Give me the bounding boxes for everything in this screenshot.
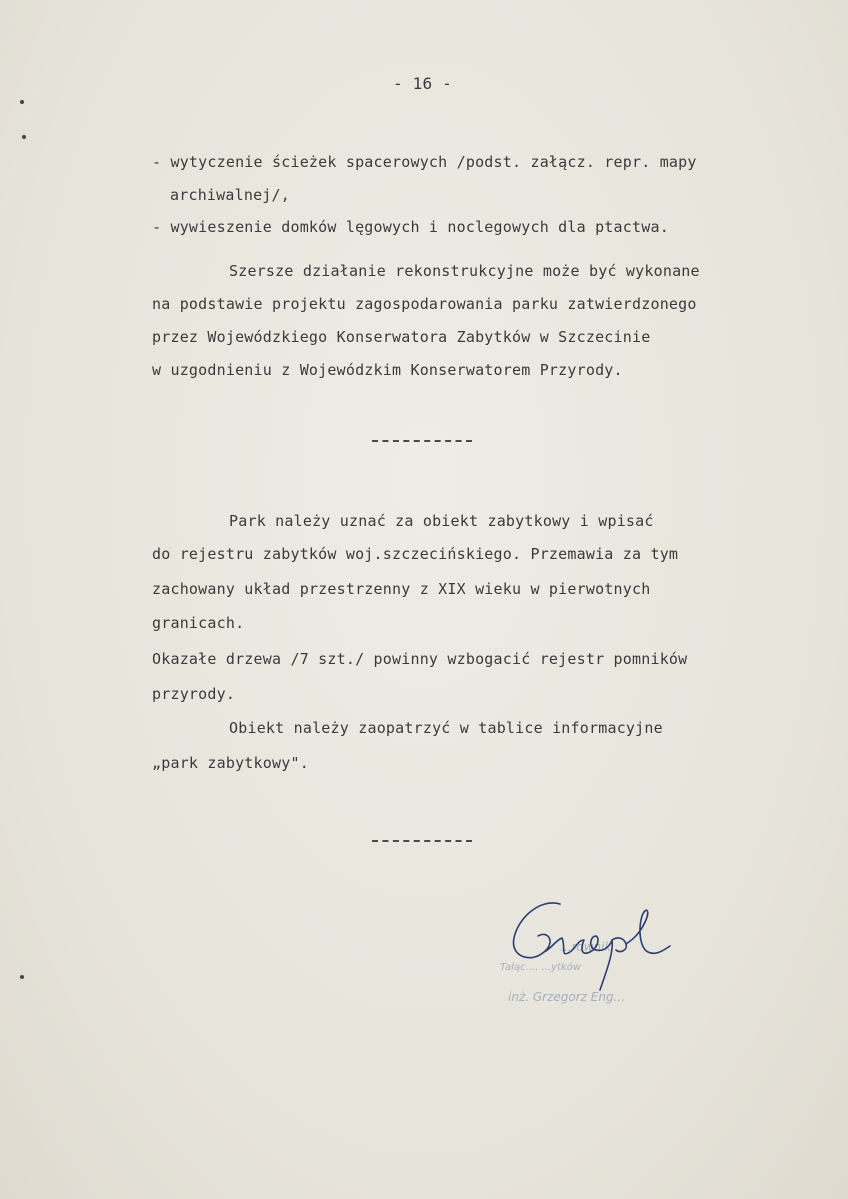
text-line: Okazałe drzewa /7 szt./ powinny wzbogacić rejestr pomników [152,650,688,668]
section-separator [372,440,472,445]
stamp-line: Tałąc.... ...ytków [500,962,582,973]
text-line: Obiekt należy zaopatrzyć w tablice informacyjne [229,719,663,737]
punch-hole [22,135,26,139]
punch-hole [20,100,24,104]
text-line: granicach. [152,614,245,632]
text-line: do rejestru zabytków woj.szczecińskiego. Przemawia za tym [152,545,679,563]
text-line: „park zabytkowy". [152,754,309,772]
text-line: na podstawie projektu zagospodarowania parku zatwierdzonego [152,295,697,313]
text-line: zachowany układ przestrzenny z XIX wieku w pierwotnych [152,580,651,598]
text-line: Park należy uznać za obiekt zabytkowy i wpisać [229,512,654,530]
text-line: przez Wojewódzkiego Konserwatora Zabytków w Szczecinie [152,328,651,346]
text-line: - wywieszenie domków lęgowych i noclegowych dla ptactwa. [152,218,669,236]
stamp-line: ...rownik [560,940,612,954]
stamp-line: inż. Grzegorz Eng... [508,990,626,1004]
text-line: Szersze działanie rekonstrukcyjne może być wykonane [229,262,700,280]
text-line: w uzgodnieniu z Wojewódzkim Konserwatorem Przyrody. [152,361,623,379]
punch-hole [20,975,24,979]
page-number: - 16 - [393,74,452,93]
handwritten-signature [500,890,680,1000]
section-separator [372,840,472,845]
text-line: przyrody. [152,685,236,703]
text-line: archiwalnej/, [170,186,290,204]
text-line: - wytyczenie ścieżek spacerowych /podst. załącz. repr. mapy [152,153,697,171]
